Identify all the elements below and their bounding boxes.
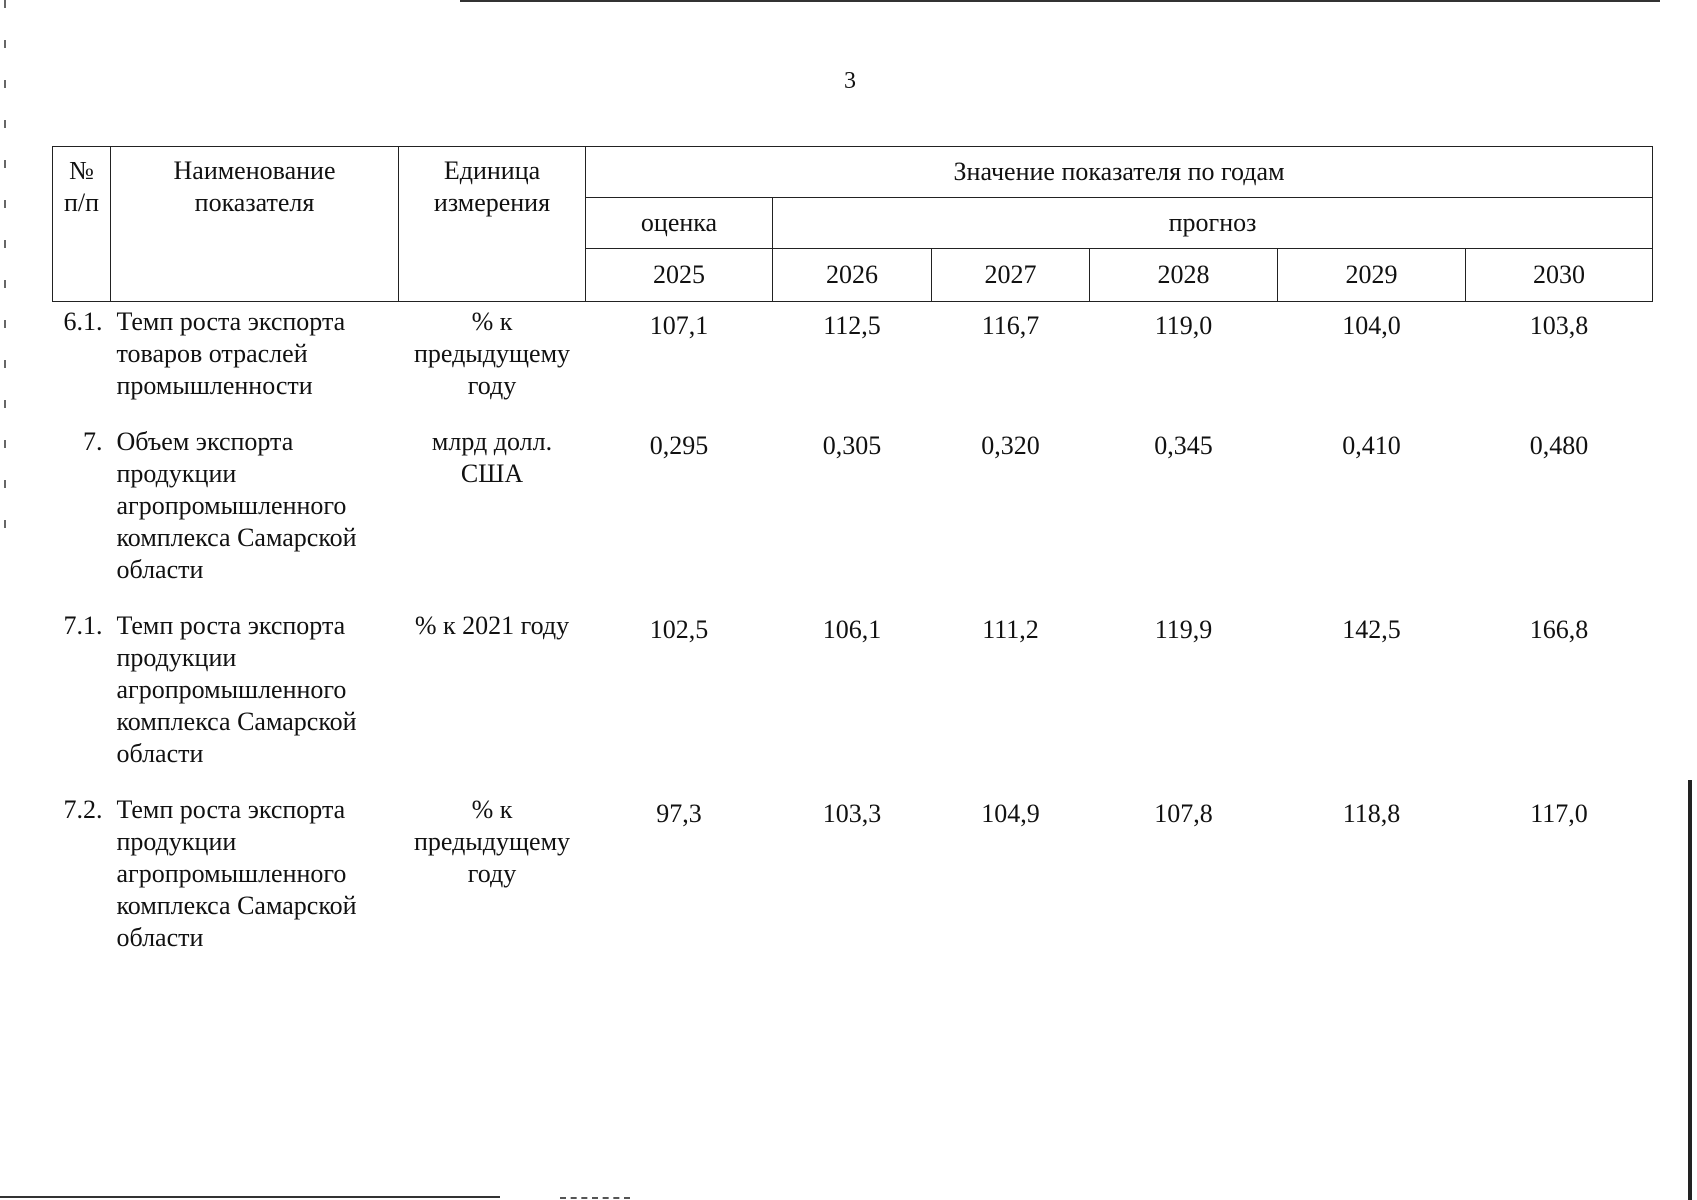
unit-of-measure: % к предыдущему году [413,307,571,400]
value-cell: 0,295 [649,431,709,460]
row-number: 7.2. [63,795,103,824]
value-cell: 103,8 [1529,311,1589,340]
table-body [53,302,1653,975]
value-cell: 97,3 [656,799,702,828]
header-forecast: прогноз [773,198,1653,249]
value-cell: 116,7 [981,311,1040,340]
value-cell: 0,305 [822,431,882,460]
scan-edge-top [460,0,1660,2]
table-row [53,302,1653,423]
header-unit: Единица измерения [399,147,586,302]
scan-edge-right [1688,780,1692,1200]
value-cell: 0,320 [981,431,1040,460]
header-year: 2026 [773,249,932,302]
scan-edge-left-marks [4,0,6,560]
value-cell: 111,2 [982,615,1039,644]
value-cell: 118,8 [1342,799,1401,828]
indicators-table [52,146,1653,974]
header-year: 2027 [932,249,1090,302]
value-cell: 107,8 [1154,799,1213,828]
table-header [53,147,1653,302]
header-year: 2028 [1090,249,1278,302]
value-cell: 142,5 [1342,615,1401,644]
value-cell: 119,9 [1154,615,1213,644]
value-cell: 103,3 [822,799,882,828]
row-number: 6.1. [63,307,103,336]
header-name: Наименование показателя [111,147,399,302]
value-cell: 107,1 [649,311,709,340]
table-row [53,606,1653,790]
indicator-name: Объем экспорта продукции агропромышленного комплекса Самарской области [116,427,357,584]
scan-edge-bottom [0,1196,500,1198]
value-cell: 119,0 [1154,311,1213,340]
header-estimate: оценка [586,198,773,249]
header-year: 2025 [586,249,773,302]
header-num: № п/п [53,147,111,302]
row-number: 7.1. [63,611,103,640]
value-cell: 112,5 [823,311,881,340]
value-cell: 166,8 [1529,615,1589,644]
unit-of-measure: % к 2021 году [414,611,570,640]
header-year: 2029 [1278,249,1466,302]
value-cell: 0,410 [1342,431,1401,460]
table-row [53,422,1653,606]
value-cell: 0,480 [1529,431,1589,460]
header-year: 2030 [1466,249,1653,302]
page-number: 3 [844,68,856,94]
indicator-name: Темп роста экспорта товаров отраслей промышленности [116,307,346,400]
value-cell: 104,9 [981,799,1040,828]
header-values-group: Значение показателя по годам [586,147,1653,198]
unit-of-measure: % к предыдущему году [413,795,571,888]
unit-of-measure: млрд долл. США [431,427,553,488]
value-cell: 102,5 [649,615,709,644]
scan-edge-bottom-dash [560,1197,630,1199]
value-cell: 117,0 [1530,799,1588,828]
value-cell: 104,0 [1342,311,1401,340]
value-cell: 106,1 [822,615,882,644]
row-number: 7. [83,427,103,456]
indicator-name: Темп роста экспорта продукции агропромышленного комплекса Самарской области [116,795,357,952]
value-cell: 0,345 [1154,431,1213,460]
indicator-name: Темп роста экспорта продукции агропромышленного комплекса Самарской области [116,611,357,768]
table-row [53,790,1653,974]
